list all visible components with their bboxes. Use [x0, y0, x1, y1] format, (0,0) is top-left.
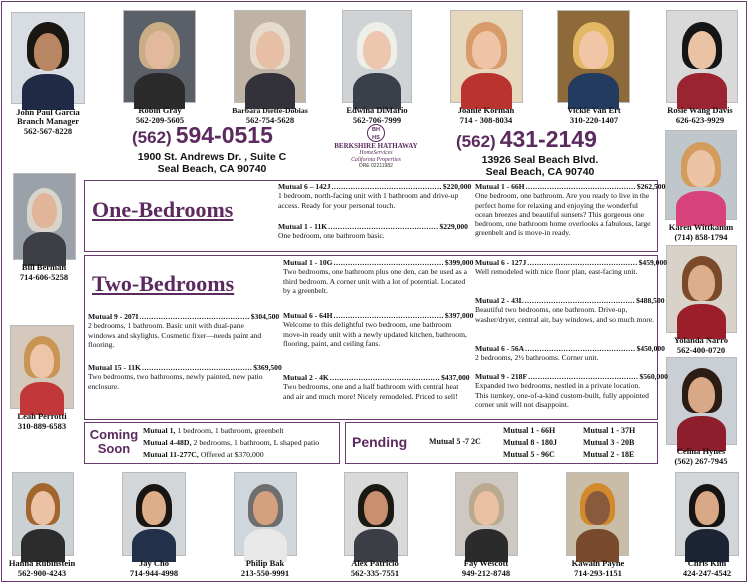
office-left-address-line2: Seal Beach, CA 90740 [157, 163, 267, 175]
agent-name: Yolanda Narro [674, 335, 728, 345]
listing-item: Mutual 6 - 64H .............................................. $397,000 Welcome to this delightful two bedroom, one bathroom move-in ready unit with a newly updated kitchen, bathroom, flooring, paint, and ceiling fans. [283, 311, 474, 348]
agent-phone: 562-400-0720 [676, 345, 726, 355]
listing-price: $262,500 [636, 182, 666, 191]
pending-item: Mutual 8 - 180J [503, 438, 557, 447]
agent-photo [557, 10, 630, 103]
listing-title: Mutual 15 - 11K [88, 363, 141, 372]
logo-line1: BERKSHIRE HATHAWAY [334, 142, 418, 150]
agent-name: John Paul Garcia [16, 107, 80, 117]
agent-photo [11, 12, 85, 104]
area-code: (562) [456, 132, 496, 151]
agent-phone: 562-706-7999 [352, 115, 402, 125]
coming-soon-item: Mutual 4-48D, 2 bedrooms, 1 bathroom, L shaped patio [143, 438, 320, 447]
listing-title: Mutual 9 - 207I [88, 312, 139, 321]
agent-photo [665, 130, 737, 220]
office-right-phone [456, 126, 656, 153]
agent-phone: 562-754-5628 [245, 115, 295, 125]
agent-name: Jay Cho [139, 558, 169, 568]
listing-description: Beautiful two bedrooms, one bathroom. Drive-up, washer/dryer, central air, bay windows, and so much more. [475, 305, 655, 324]
brokerage-logo [330, 124, 422, 169]
agent-title: Branch Manager [16, 116, 80, 126]
listing-title: Mutual 9 - 218F [475, 372, 528, 381]
agent-photo [675, 472, 739, 556]
listing-title: Mutual 6 - 56A [475, 344, 525, 353]
agent-photo [455, 472, 518, 556]
agent-name: Rosie Wang Davis [667, 105, 733, 115]
agent-phone: 626-623-9929 [675, 115, 725, 125]
agent-photo [234, 472, 297, 556]
agent-photo [123, 10, 196, 103]
listing-item: Mutual 9 - 207I .............................................. $304,500 2 bedrooms, 1 bathroom. Basic unit with dual-pane windows and skylights. Cosmetic fixer—needs paint and flooring. [88, 312, 280, 349]
listing-description: 2 bedrooms, 1 bathroom. Basic unit with dual-pane windows and skylights. Cosmetic fixer—needs paint and flooring. [88, 321, 262, 349]
one-bedrooms-heading: One-Bedrooms [92, 197, 234, 222]
phone-number: 594-0515 [175, 122, 273, 148]
agent-name: Joanie Korman [457, 105, 515, 115]
agent-phone: 310-889-6583 [17, 421, 67, 431]
pending-item: Mutual 2 - 18E [583, 450, 635, 459]
agent-photo [234, 10, 306, 103]
pending-label: Pending [352, 434, 408, 450]
agent-photo [344, 472, 408, 556]
listing-price: $220,000 [442, 182, 472, 191]
office-left-phone [132, 122, 312, 149]
logo-line2: HomeServices [359, 150, 393, 156]
coming-soon-label: Coming Soon [89, 427, 139, 456]
agent-photo [566, 472, 629, 556]
listing-description: Expanded two bedrooms, nestled in a private location. This turnkey, one-of-a-kind custom-built, fully appointed corner unit will not disappoint. [475, 381, 649, 409]
agent-name: Hanna Rubinstein [8, 558, 76, 568]
listing-title: Mutual 1 - 11K [278, 222, 328, 231]
agent-photo [666, 357, 737, 445]
agent-photo [450, 10, 523, 103]
listing-description: Two bedrooms, two bathrooms, newly painted, new patio enclosure. [88, 372, 263, 391]
agent-photo [666, 10, 738, 103]
agent-name: Celina Hynes [676, 446, 726, 456]
agent-name: Philip Bak [245, 558, 285, 568]
listing-title: Mutual 1 - 66H [475, 182, 525, 191]
agent-name: Robin Gray [138, 105, 182, 115]
listing-price: $229,000 [439, 222, 468, 231]
listing-title: Mutual 6 – 142J [278, 182, 331, 191]
listing-price: $450,000 [636, 344, 665, 353]
listing-description: Welcome to this delightful two bedroom, one bathroom move-in ready unit with a newly updated kitchen, bathroom, flooring, paint, and ceiling fans. [283, 320, 467, 348]
agent-photo [12, 472, 74, 556]
agent-name: Fay Wescott [463, 558, 509, 568]
agent-photo [342, 10, 412, 103]
listing-price: $369,500 [253, 363, 282, 372]
agent-photo [666, 245, 737, 333]
listing-item: Mutual 6 - 127J .............................................. $459,000 Well remodeled with nice floor plan, east-facing unit. [475, 258, 668, 277]
coming-soon-item: Mutual 11-277C, Offered at $370,000 [143, 450, 264, 459]
listing-title: Mutual 2 - 43L [475, 296, 524, 305]
two-bedrooms-heading: Two-Bedrooms [92, 271, 235, 296]
listing-price: $560,000 [639, 372, 668, 381]
listing-item: Mutual 1 - 66H .............................................. $262,500 One bedroom, one bathroom. Are you ready to live in the perfect home for relaxing and enjoying the wonderful ocean breezes and beautiful sunsets? This gorgeous one bedroom, one bathroom home overlooks a fabulous, large greenbelt and is move-in ready. [475, 182, 666, 238]
area-code: (562) [132, 128, 172, 147]
agent-phone: (714) 858-1794 [674, 232, 728, 242]
listing-item: Mutual 1 - 11K .............................................. $229,000 One bedroom, one bathroom basic. [278, 222, 468, 241]
agent-phone: 714-944-4998 [129, 568, 179, 578]
agent-name: Barbara Diette-Dobias [232, 106, 308, 115]
agent-name: Alex Patricio [351, 558, 399, 568]
logo-line4: DRE 02211982 [359, 163, 393, 169]
listing-item: Mutual 2 - 43L .............................................. $488,500 Beautiful two bedrooms, one bathroom. Drive-up, washer/dryer, central air, bay windows, and so much more. [475, 296, 665, 324]
listing-title: Mutual 6 - 127J [475, 258, 527, 267]
pending-item: Mutual 3 - 20B [583, 438, 635, 447]
agent-name: Chris Kim [687, 558, 727, 568]
agent-name: Edwina DiMario [346, 105, 408, 115]
agent-name: Bill Berman [21, 262, 67, 272]
agent-phone: 714-293-1151 [574, 568, 622, 578]
office-right-address-line1: 13926 Seal Beach Blvd. [481, 154, 599, 166]
agent-phone: 714-606-5258 [19, 272, 69, 282]
listing-title: Mutual 6 - 64H [283, 311, 333, 320]
office-right-address-line2: Seal Beach, CA 90740 [485, 166, 595, 178]
logo-mark-icon: BH HS [367, 124, 385, 142]
listing-price: $304,500 [250, 312, 280, 321]
listing-item: Mutual 6 - 56A .............................................. $450,000 2 bedrooms, 2½ bathrooms. Corner unit. [475, 344, 665, 363]
listing-price: $459,000 [638, 258, 668, 267]
listing-description: 1 bedroom, north-facing unit with 1 bathroom and drive-up access. Ready for your personal touch. [278, 191, 459, 210]
listing-description: Two bedrooms, one bathroom plus one den, can be used as a third bedroom. A corner unit with a lot of potential. Located by a greenbelt. [283, 267, 467, 295]
agent-name: Leah Perrotti [17, 411, 67, 421]
agent-phone: 213-550-9991 [240, 568, 290, 578]
pending-item: Mutual 5 -7 2C [429, 437, 481, 446]
agent-phone: 562-900-4243 [17, 568, 67, 578]
agent-phone: 949-212-8748 [461, 568, 511, 578]
agent-phone: 562-567-8228 [23, 126, 73, 136]
listing-price: $397,000 [444, 311, 474, 320]
agent-name: Kawain Payne [571, 558, 625, 568]
listing-item: Mutual 9 - 218F .............................................. $560,000 Expanded two bedrooms, nestled in a private location. This turnkey, one-of-a-kind custom-built, fully appointed corner unit will not disappoint. [475, 372, 668, 409]
agent-phone: 310-220-1407 [569, 115, 619, 125]
coming-soon-item: Mutual 1, 1 bedroom, 1 bathroom, greenbelt [143, 426, 284, 435]
agent-phone: (562) 267-7945 [674, 456, 728, 466]
listing-title: Mutual 2 - 4K [283, 373, 329, 382]
listing-description: Two bedrooms, one and a half bathroom with central heat and air and much more! Nicely remodeled. Priced to sell! [283, 382, 459, 401]
listing-title: Mutual 1 - 10G [283, 258, 333, 267]
listing-item: Mutual 15 - 11K .............................................. $369,500 Two bedrooms, two bathrooms, newly painted, new patio enclosure. [88, 363, 282, 391]
listing-description: One bedroom, one bathroom basic. [278, 231, 385, 241]
agent-phone: 714 - 308-8034 [459, 115, 513, 125]
pending-item: Mutual 1 - 66H [503, 426, 556, 435]
agent-phone: 562-209-5605 [135, 115, 185, 125]
logo-line3: California Properties [351, 156, 401, 163]
listing-item: Mutual 1 - 10G .............................................. $399,000 Two bedrooms, one bathroom plus one den, can be used as a third bedroom. A corner unit with a lot of potential. Located by a greenbelt. [283, 258, 474, 295]
listing-price: $488,500 [636, 296, 665, 305]
office-left-address-line1: 1900 St. Andrews Dr. , Suite C [137, 151, 287, 163]
agent-name: Vickie Van Ert [567, 105, 621, 115]
listing-description: One bedroom, one bathroom. Are you ready to live in the perfect home for relaxing and enjoying the wonderful ocean breezes and beautiful sunsets? This gorgeous one bedroom, one bathroom home overlooks a fabulous, large greenbelt and is move-in ready. [475, 191, 651, 238]
pending-item: Mutual 5 - 96C [503, 450, 555, 459]
listing-description: 2 bedrooms, 2½ bathrooms. Corner unit. [475, 353, 599, 363]
listing-description: Well remodeled with nice floor plan, east-facing unit. [475, 267, 638, 277]
agent-phone: 424-247-4542 [682, 568, 732, 578]
listing-price: $437,000 [441, 373, 470, 382]
listing-price: $399,000 [444, 258, 474, 267]
phone-number: 431-2149 [499, 126, 597, 152]
coming-soon-list [143, 425, 339, 461]
listing-item: Mutual 2 - 4K .............................................. $437,000 Two bedrooms, one and a half bathroom with central heat and air and much more! Nicely remodeled. Priced to sell! [283, 373, 470, 401]
agent-name: Karen Wittkamm [668, 222, 734, 232]
pending-item: Mutual 1 - 37H [583, 426, 636, 435]
agent-photo [122, 472, 186, 556]
listing-item: Mutual 6 – 142J .............................................. $220,000 1 bedroom, north-facing unit with 1 bathroom and drive-up access. Ready for your personal touch. [278, 182, 472, 210]
agent-photo [13, 173, 76, 260]
agent-photo [10, 325, 74, 409]
agent-phone: 562-335-7551 [350, 568, 400, 578]
